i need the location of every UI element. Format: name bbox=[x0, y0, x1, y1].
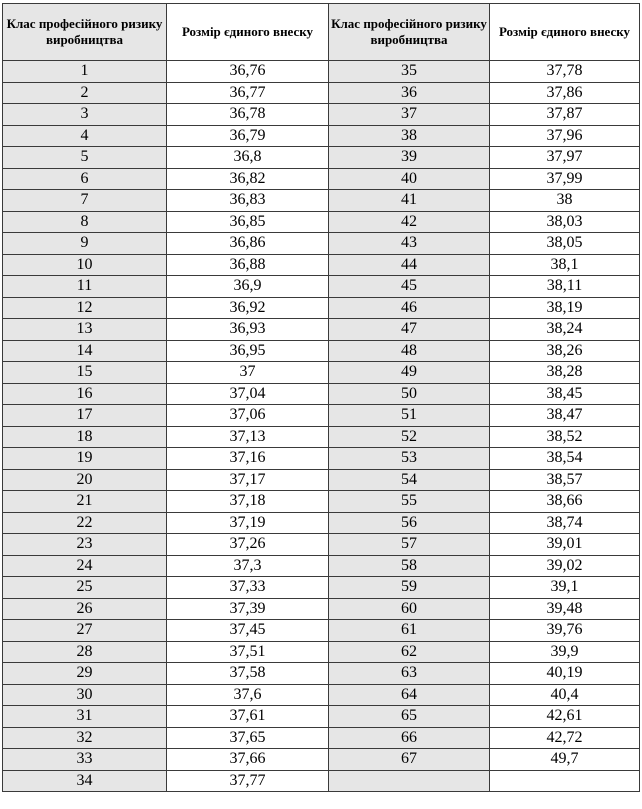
risk-class-rate-table bbox=[2, 3, 640, 792]
table-row bbox=[3, 577, 640, 599]
table-row bbox=[3, 383, 640, 405]
rate-left-cell: 36,93 bbox=[167, 319, 329, 341]
rate-left-cell: 37,13 bbox=[167, 426, 329, 448]
table-row bbox=[3, 598, 640, 620]
class-right-cell: 43 bbox=[329, 233, 490, 255]
table-row bbox=[3, 211, 640, 233]
rate-left-cell: 36,76 bbox=[167, 61, 329, 83]
rate-right-cell: 38,11 bbox=[490, 276, 640, 298]
rate-right-cell: 38,74 bbox=[490, 512, 640, 534]
class-right-cell bbox=[329, 770, 490, 792]
class-left-cell: 9 bbox=[3, 233, 167, 255]
rate-left-cell: 37,51 bbox=[167, 641, 329, 663]
class-left-cell: 23 bbox=[3, 534, 167, 556]
class-right-cell: 58 bbox=[329, 555, 490, 577]
class-left-cell: 18 bbox=[3, 426, 167, 448]
rate-right-cell: 39,1 bbox=[490, 577, 640, 599]
class-left-cell: 24 bbox=[3, 555, 167, 577]
table-row bbox=[3, 190, 640, 212]
class-right-cell: 55 bbox=[329, 491, 490, 513]
rate-left-cell: 36,82 bbox=[167, 168, 329, 190]
rate-left-cell: 36,92 bbox=[167, 297, 329, 319]
table-row bbox=[3, 125, 640, 147]
table-row bbox=[3, 168, 640, 190]
rate-right-cell: 38,47 bbox=[490, 405, 640, 427]
class-left-cell: 11 bbox=[3, 276, 167, 298]
rate-left-cell: 37,3 bbox=[167, 555, 329, 577]
class-left-cell: 14 bbox=[3, 340, 167, 362]
table-row bbox=[3, 104, 640, 126]
rate-right-cell: 38,57 bbox=[490, 469, 640, 491]
class-right-cell: 52 bbox=[329, 426, 490, 448]
table-row bbox=[3, 297, 640, 319]
class-right-cell: 45 bbox=[329, 276, 490, 298]
table-header bbox=[3, 4, 640, 61]
class-right-cell: 59 bbox=[329, 577, 490, 599]
class-left-cell: 31 bbox=[3, 706, 167, 728]
class-right-cell: 35 bbox=[329, 61, 490, 83]
table-row bbox=[3, 555, 640, 577]
class-right-cell: 53 bbox=[329, 448, 490, 470]
rate-right-cell: 39,76 bbox=[490, 620, 640, 642]
class-right-cell: 42 bbox=[329, 211, 490, 233]
rate-right-cell: 39,02 bbox=[490, 555, 640, 577]
table-row bbox=[3, 61, 640, 83]
table-row bbox=[3, 362, 640, 384]
rate-right-cell: 42,61 bbox=[490, 706, 640, 728]
rate-left-cell: 37,18 bbox=[167, 491, 329, 513]
rate-left-cell: 37,45 bbox=[167, 620, 329, 642]
class-left-cell: 15 bbox=[3, 362, 167, 384]
class-left-cell: 7 bbox=[3, 190, 167, 212]
rate-right-cell: 38,28 bbox=[490, 362, 640, 384]
class-right-cell: 48 bbox=[329, 340, 490, 362]
class-right-cell: 39 bbox=[329, 147, 490, 169]
rate-right-cell: 38,05 bbox=[490, 233, 640, 255]
rate-left-cell: 37,58 bbox=[167, 663, 329, 685]
rate-left-cell: 36,78 bbox=[167, 104, 329, 126]
table-row bbox=[3, 749, 640, 771]
rate-right-cell: 38,66 bbox=[490, 491, 640, 513]
class-left-cell: 13 bbox=[3, 319, 167, 341]
rate-left-cell: 37,39 bbox=[167, 598, 329, 620]
class-left-cell: 1 bbox=[3, 61, 167, 83]
rate-left-cell: 36,9 bbox=[167, 276, 329, 298]
table-row bbox=[3, 620, 640, 642]
rate-right-cell: 38,1 bbox=[490, 254, 640, 276]
header-class-left: Клас професійного ризику виробництва bbox=[3, 4, 167, 61]
rate-right-cell: 38,26 bbox=[490, 340, 640, 362]
class-left-cell: 17 bbox=[3, 405, 167, 427]
class-left-cell: 27 bbox=[3, 620, 167, 642]
class-right-cell: 38 bbox=[329, 125, 490, 147]
rate-right-cell: 49,7 bbox=[490, 749, 640, 771]
class-left-cell: 25 bbox=[3, 577, 167, 599]
table-row bbox=[3, 534, 640, 556]
table-row bbox=[3, 340, 640, 362]
table-row bbox=[3, 233, 640, 255]
rate-right-cell: 38,03 bbox=[490, 211, 640, 233]
rate-left-cell: 37,06 bbox=[167, 405, 329, 427]
class-left-cell: 32 bbox=[3, 727, 167, 749]
table-row bbox=[3, 254, 640, 276]
class-right-cell: 62 bbox=[329, 641, 490, 663]
rate-left-cell: 37,61 bbox=[167, 706, 329, 728]
class-right-cell: 57 bbox=[329, 534, 490, 556]
rate-left-cell: 36,79 bbox=[167, 125, 329, 147]
class-left-cell: 34 bbox=[3, 770, 167, 792]
class-right-cell: 36 bbox=[329, 82, 490, 104]
rate-left-cell: 36,83 bbox=[167, 190, 329, 212]
header-rate-right: Розмір єдиного внеску bbox=[490, 4, 640, 61]
rate-right-cell: 39,48 bbox=[490, 598, 640, 620]
class-left-cell: 21 bbox=[3, 491, 167, 513]
table-row bbox=[3, 770, 640, 792]
rate-left-cell: 36,85 bbox=[167, 211, 329, 233]
header-row bbox=[3, 4, 640, 61]
rate-right-cell: 37,78 bbox=[490, 61, 640, 83]
rate-left-cell: 37,65 bbox=[167, 727, 329, 749]
class-left-cell: 5 bbox=[3, 147, 167, 169]
rate-left-cell: 37,33 bbox=[167, 577, 329, 599]
table-row bbox=[3, 491, 640, 513]
rate-left-cell: 36,88 bbox=[167, 254, 329, 276]
rate-right-cell: 38,52 bbox=[490, 426, 640, 448]
table-row bbox=[3, 641, 640, 663]
rate-right-cell bbox=[490, 770, 640, 792]
table-row bbox=[3, 319, 640, 341]
rate-right-cell: 38,45 bbox=[490, 383, 640, 405]
class-right-cell: 65 bbox=[329, 706, 490, 728]
class-right-cell: 47 bbox=[329, 319, 490, 341]
class-right-cell: 40 bbox=[329, 168, 490, 190]
class-left-cell: 22 bbox=[3, 512, 167, 534]
class-left-cell: 29 bbox=[3, 663, 167, 685]
rate-right-cell: 37,87 bbox=[490, 104, 640, 126]
rate-right-cell: 38,24 bbox=[490, 319, 640, 341]
table-row bbox=[3, 147, 640, 169]
class-left-cell: 28 bbox=[3, 641, 167, 663]
rate-right-cell: 37,96 bbox=[490, 125, 640, 147]
class-right-cell: 67 bbox=[329, 749, 490, 771]
header-class-right: Клас професійного ризику виробництва bbox=[329, 4, 490, 61]
class-right-cell: 46 bbox=[329, 297, 490, 319]
class-left-cell: 20 bbox=[3, 469, 167, 491]
rate-left-cell: 36,77 bbox=[167, 82, 329, 104]
table-row bbox=[3, 469, 640, 491]
table-row bbox=[3, 684, 640, 706]
table-row bbox=[3, 405, 640, 427]
class-right-cell: 54 bbox=[329, 469, 490, 491]
class-left-cell: 30 bbox=[3, 684, 167, 706]
rate-left-cell: 37,6 bbox=[167, 684, 329, 706]
rate-left-cell: 36,8 bbox=[167, 147, 329, 169]
class-right-cell: 66 bbox=[329, 727, 490, 749]
class-left-cell: 12 bbox=[3, 297, 167, 319]
rate-right-cell: 38 bbox=[490, 190, 640, 212]
class-right-cell: 60 bbox=[329, 598, 490, 620]
rate-left-cell: 37,04 bbox=[167, 383, 329, 405]
class-left-cell: 33 bbox=[3, 749, 167, 771]
class-left-cell: 8 bbox=[3, 211, 167, 233]
rate-left-cell: 37,17 bbox=[167, 469, 329, 491]
class-right-cell: 63 bbox=[329, 663, 490, 685]
class-left-cell: 2 bbox=[3, 82, 167, 104]
rate-right-cell: 38,54 bbox=[490, 448, 640, 470]
class-right-cell: 51 bbox=[329, 405, 490, 427]
class-left-cell: 26 bbox=[3, 598, 167, 620]
table-row bbox=[3, 448, 640, 470]
rate-left-cell: 37,77 bbox=[167, 770, 329, 792]
table-row bbox=[3, 727, 640, 749]
rate-left-cell: 37,66 bbox=[167, 749, 329, 771]
rate-right-cell: 40,4 bbox=[490, 684, 640, 706]
table-row bbox=[3, 276, 640, 298]
class-right-cell: 64 bbox=[329, 684, 490, 706]
rate-right-cell: 37,99 bbox=[490, 168, 640, 190]
rate-left-cell: 37,19 bbox=[167, 512, 329, 534]
class-left-cell: 10 bbox=[3, 254, 167, 276]
table-row bbox=[3, 82, 640, 104]
rate-right-cell: 42,72 bbox=[490, 727, 640, 749]
class-left-cell: 3 bbox=[3, 104, 167, 126]
class-left-cell: 4 bbox=[3, 125, 167, 147]
class-right-cell: 61 bbox=[329, 620, 490, 642]
table-body bbox=[3, 61, 640, 792]
rate-left-cell: 37,26 bbox=[167, 534, 329, 556]
header-rate-left: Розмір єдиного внеску bbox=[167, 4, 329, 61]
class-left-cell: 19 bbox=[3, 448, 167, 470]
class-right-cell: 56 bbox=[329, 512, 490, 534]
table-row bbox=[3, 706, 640, 728]
rate-right-cell: 38,19 bbox=[490, 297, 640, 319]
rate-left-cell: 36,95 bbox=[167, 340, 329, 362]
class-right-cell: 37 bbox=[329, 104, 490, 126]
table-row bbox=[3, 512, 640, 534]
rate-right-cell: 40,19 bbox=[490, 663, 640, 685]
rate-left-cell: 37 bbox=[167, 362, 329, 384]
rate-right-cell: 39,01 bbox=[490, 534, 640, 556]
class-left-cell: 6 bbox=[3, 168, 167, 190]
rate-left-cell: 37,16 bbox=[167, 448, 329, 470]
table-row bbox=[3, 663, 640, 685]
table-row bbox=[3, 426, 640, 448]
rate-right-cell: 37,97 bbox=[490, 147, 640, 169]
rate-right-cell: 39,9 bbox=[490, 641, 640, 663]
class-right-cell: 49 bbox=[329, 362, 490, 384]
class-right-cell: 50 bbox=[329, 383, 490, 405]
class-left-cell: 16 bbox=[3, 383, 167, 405]
rate-right-cell: 37,86 bbox=[490, 82, 640, 104]
rate-left-cell: 36,86 bbox=[167, 233, 329, 255]
class-right-cell: 44 bbox=[329, 254, 490, 276]
class-right-cell: 41 bbox=[329, 190, 490, 212]
